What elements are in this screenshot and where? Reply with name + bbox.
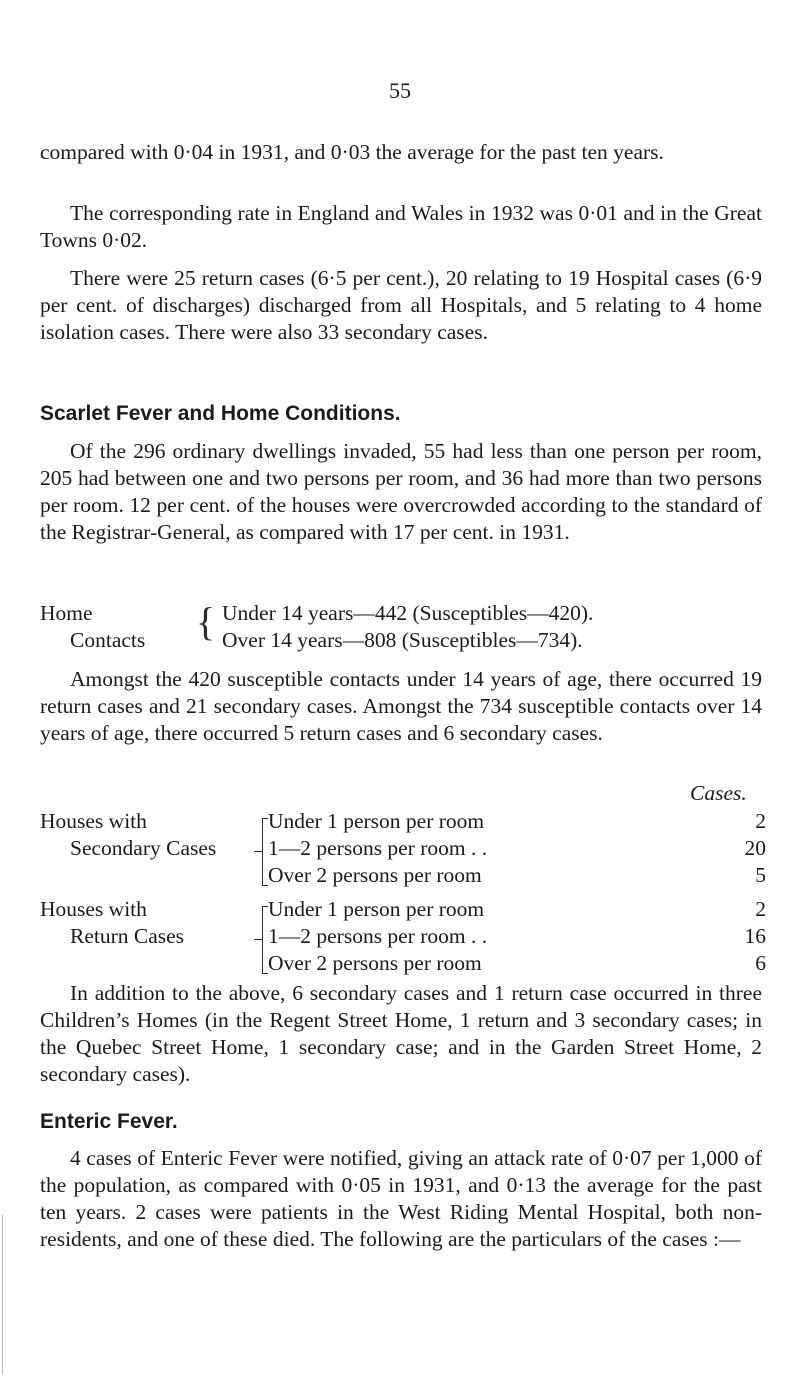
paragraph-susceptibles bbox=[40, 666, 762, 747]
paragraph-7: 4 cases of Enteric Fever were notified, giving an attack rate of 0·07 per 1,000 of the population, as compared with 0·05 in 1931, and 0·13 the average for the past ten years. 2 cases were patients in the West Riding Mental Hospital, both non-residents, and one of these died. The following are the particulars of the cases :— bbox=[40, 1146, 762, 1251]
table-row-label: Over 2 persons per room bbox=[268, 951, 482, 975]
group-secondary-label-2: Secondary Cases bbox=[70, 836, 217, 860]
group-return-brace-point bbox=[254, 939, 262, 940]
paragraph-childrens-homes bbox=[40, 980, 762, 1088]
paragraph-1: compared with 0·04 in 1931, and 0·03 the average for the past ten years. bbox=[40, 140, 664, 164]
table-row-value: 16 bbox=[744, 924, 766, 948]
paragraph-5: Amongst the 420 susceptible contacts under 14 years of age, there occurred 19 return cases and 21 secondary cases. Amongst the 734 susceptible contacts over 14 years of age, there occurred 5 return cases and 6 secondary cases. bbox=[40, 667, 762, 745]
paragraph-3: There were 25 return cases (6·5 per cent.), 20 relating to 19 Hospital cases (6·9 per cent. of discharges) discharged from all Hospitals, and 5 relating to 4 home isolation cases. There were also 33 secondary cases. bbox=[40, 266, 762, 344]
heading-enteric-fever: Enteric Fever. bbox=[40, 1110, 178, 1133]
page-edge-mark bbox=[2, 1215, 3, 1375]
paragraph-dwellings bbox=[40, 438, 762, 546]
cases-column-header: Cases. bbox=[690, 781, 747, 805]
group-secondary-brace-point bbox=[254, 851, 262, 852]
contacts-brace-icon: { bbox=[196, 599, 216, 644]
contacts-under-14: Under 14 years—442 (Susceptibles—420). bbox=[222, 601, 594, 625]
table-row-label: Under 1 person per room bbox=[268, 897, 485, 921]
contacts-over-14: Over 14 years—808 (Susceptibles—734). bbox=[222, 628, 583, 652]
paragraph-4: Of the 296 ordinary dwellings invaded, 55 had less than one person per room, 205 had between one and two persons per room, and 36 had more than two persons per room. 12 per cent. of the houses were overcrowded according to the standard of the Registrar-General, as compared with 17 per cent. in 1931. bbox=[40, 439, 762, 544]
paragraph-return-cases bbox=[40, 265, 762, 346]
group-secondary-label-1: Houses with bbox=[40, 809, 147, 833]
table-row-value: 5 bbox=[755, 863, 766, 887]
contacts-label-home: Home bbox=[40, 601, 93, 625]
paragraph-enteric bbox=[40, 1145, 762, 1253]
paragraph-continuation bbox=[40, 139, 762, 166]
page-number: 55 bbox=[389, 78, 411, 103]
table-row-label: 1—2 persons per room . . bbox=[268, 924, 488, 948]
heading-scarlet-fever: Scarlet Fever and Home Conditions. bbox=[40, 402, 401, 425]
table-row-value: 2 bbox=[755, 809, 766, 833]
table-row-label: Under 1 person per room bbox=[268, 809, 485, 833]
group-return-label-2: Return Cases bbox=[70, 924, 185, 948]
table-row-value: 20 bbox=[744, 836, 766, 860]
table-row-value: 2 bbox=[755, 897, 766, 921]
table-row-value: 6 bbox=[755, 951, 766, 975]
table-row-label: Over 2 persons per room bbox=[268, 863, 482, 887]
contacts-label-contacts: Contacts bbox=[70, 628, 146, 652]
paragraph-6: In addition to the above, 6 secondary cases and 1 return case occurred in three Children’s Homes (in the Regent Street Home, 1 return and 3 secondary cases; in the Quebec Street Home, 1 secondary case; and in the Garden Street Home, 2 secondary cases). bbox=[40, 981, 762, 1086]
paragraph-england-wales bbox=[40, 200, 762, 254]
table-row-label: 1—2 persons per room . . bbox=[268, 836, 488, 860]
group-return-label-1: Houses with bbox=[40, 897, 147, 921]
paragraph-2: The corresponding rate in England and Wales in 1932 was 0·01 and in the Great Towns 0·02. bbox=[40, 201, 762, 252]
